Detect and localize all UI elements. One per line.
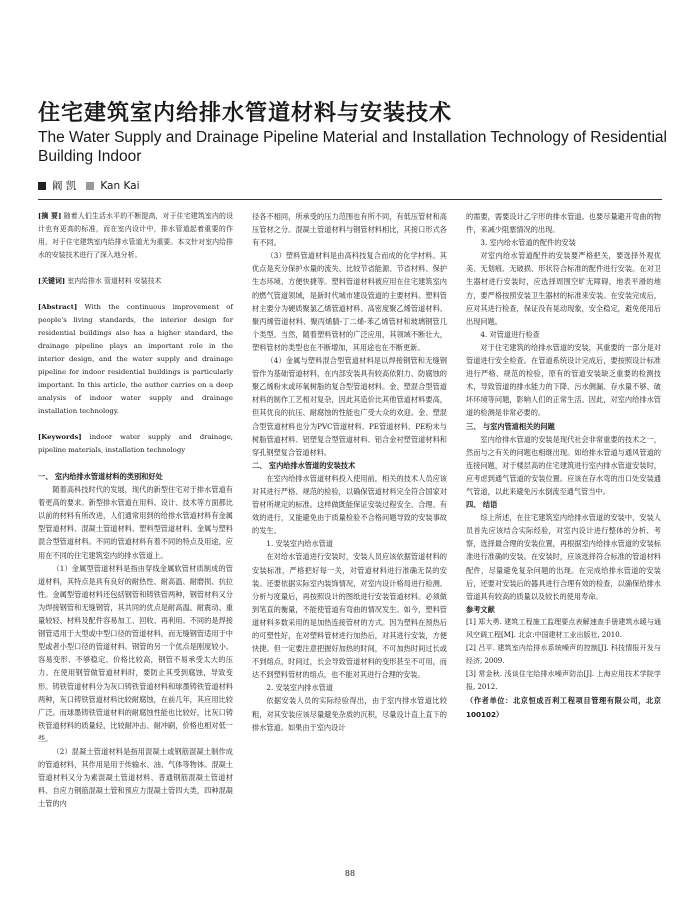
author-marker-icon [38,182,46,190]
column-3 [466,210,661,721]
references-heading: 参考文献 [466,604,495,614]
paragraph: 的需要，需要设计乙字形的排水管道。也要尽量避开弯曲的物件，来减少阻塞情况的出现。 [466,212,661,235]
paragraph: 在室内给排水管道材料投入使用前，相关的技术人员应该对其进行严格、规范的检验，以确保管道材料完全符合国家对管材所规定的标准。这样做既能保证安装过程安全、合理、有效的进行，又能避免由于质量检验不合格问题导致的安装事故的发生。 [252,473,447,536]
paragraph: 随着高科技时代的发展，现代的新型住宅对于排水管道有着更高的要求。新型排水管道在用料、设计、技术等方面都比以前的材料有所改进，人们通常用到的给排水管道材料有金属型管道材料、混凝土管道材料、塑料型管道材料、金属与塑料混合型管道材料。不同的管道材料有着不同的特点及用途，应用在不同的住宅建筑室内的排水管道上。 [38,485,233,560]
reference-item: [1] 郑大勇. 建筑工程施工监理要点表解速查手册建筑水暖与通风空调工程[M]. 北京:中国建材工业出版社, 2010. [466,617,661,639]
section-heading: 一、 室内给排水管道材料的类别和好处 [38,472,163,481]
paragraph: 在对给水管道进行安装时，安装人员应该依据管道材料的安装标准，严格把好每一关，对管道材料进行准确无误的安装。还要依据实际室内装饰情况，对室内设计格局进行检测、分析与度量后，再按照设计的图纸进行安装管道材料。必须做到笔直的衡量，不能使管道有弯曲的情况发生。如今，塑料管道材料多数采用的是加热连接管材的方式。因为塑料在预热后的可塑性好，在对塑料管材进行加热后，对其进行安装，方便快捷。但一定要注意把握好加热的时间，不可加热时间过长或不到熔点，时间过，长会导致管道材料的变形甚至不可用，而达不到塑料管材的熔点，也不能对其进行合理的安装。 [252,552,447,680]
paragraph: （1）金属型管道材料是指由穿线金属软管材质制成的管道材料，其特点是具有良好的耐热性、耐高温、耐磨损、抗拉性。金属型管道材料还包括钢管和铸铁管两种，钢管材料又分为焊接钢管和无缝钢管，其共同的优点是耐高温、耐震动、重量较轻、材料及配件容易加工、回收、再利用。不同的是焊接钢管适用于大型或中型口径的管道材料，而无缝钢管适用于中型或者小型口径的管道材料。钢管的另一个优点是刚度较小、容易变形、不够稳定、价格比较高，钢管不易承受太大的压力。在使用钢管做管道材料时，要防止其受到腐蚀，导致变形。铸铁管道材料分为灰口铸铁管道材料和球墨铸铁管道材料两种，灰口铸铁管道材料比较耐腐蚀，在前几年，其应用比较广泛。而球墨铸铁管道材料的耐腐蚀性能也比较好，比灰口铸铁管道材料的质量轻，比较耐冲击、耐冲刷，价格也相对低一些。 [38,563,233,743]
reference-item: [3] 常金秋. 浅谈住宅给排水噪声防治[J]. 上海应用技术学院学报, 2012. [466,670,661,692]
column-2 [252,210,447,734]
paragraph: 对于住宅建筑的给排水管道的安装，其重要的一部分是对管道进行安全检查。在管道系统设计完成后，要按照设计标准进行严格、规范的检验，原有的管道安装缺乏重要的检测技术，导致管道的排水能力的下降、污水侧漏、存水量不够、破坏环境等问题，影响人们的正常生活。因此，对室内给排水管道的检测是非常必要的。 [466,342,661,418]
keywords-cn-text: 室内给排水 管道材料 安装技术 [67,277,162,285]
paragraph: 依据安装人员的实际经验得出，由于室内排水管道比较粗，对其安装应该尽量避免杂质的沉积，尽量设计直上直下的排水管道。如果由于室内设计 [252,696,447,732]
subsection-heading: 2. 安装室内排水管道 [266,683,334,693]
paragraph: 综上所述，在住宅建筑室内给排水管道的安装中，安装人员首先应该结合实际经验，对室内设计进行整体的分析、考察，选择最合理的安装位置，再根据室内给排水管道的安装标准进行准确的安装。在安装时，应该选择符合标准的管道材料配件，尽量避免复杂问题的出现。在完成给排水管道的安装后，还要对安装后的器具进行合理有效的检查，以确保给排水管道具有较高的质量以及较长的使用寿命。 [466,513,661,601]
title-en: The Water Supply and Drainage Pipeline Material and Installation Technology of Residential Building Indoor [38,129,667,165]
author-affiliation: （作者单位：北京恒成百利工程项目管理有限公司，北京 100102） [466,696,661,719]
subsection-heading: 3. 室内给水管道的配件的安装 [480,238,576,248]
keywords-cn-label: [关键词] [38,277,66,285]
header-rule [38,199,662,200]
paragraph: （4）金属与塑料混合型管道材料是以焊接钢管和无缝钢管作为基础管道材料，在内部安装具有较高依附力、防腐蚀的聚乙烯粉末或环氧树脂的复合型管道材料。金、塑混合型管道材料的制作工艺相对复杂，因此其造价比其他管道材料要高，但其优良的抗压、耐腐蚀的性能也广受大众的欢迎。金、塑混合型管道材料也分为PVC管道材料、PE管道材料、PE粉末与树脂管道材料、铝塑复合型管道材料、铝合金衬塑管道材料和穿孔钢塑复合管道材料。 [252,356,447,457]
page-number: 88 [344,869,356,878]
keywords-en [38,431,233,457]
section-heading: 四、 结语 [466,500,498,510]
author-cn: 阚 凯 [52,180,77,192]
title-cn: 住宅建筑室内给排水管道材料与安装技术 [38,101,453,126]
paragraph: （3）塑料管道材料是由高科技复合而成的化学材料。其优点是充分保护水量的流失、比较节省能源、节省材料、保护生态环境、方便快捷等。塑料管道材料被应用在住宅建筑室内的燃气管道领域，是新时代城市建设管道的主要材料。塑料管材主要分为硬质聚氯乙烯管道材料、高密度聚乙烯管道材料、聚丙烯管道材料、聚丙烯腈-丁二烯-苯乙烯管材和玻璃钢管几个类型。当然，随着塑料管材的广泛应用，其领域不断壮大，塑料管材的类型也在不断增加，其用途也在不断更新。 [252,251,447,352]
abstract-en [38,301,233,418]
author-en: Kan Kai [100,180,140,192]
abstract-cn-text: 随着人们生活水平的不断提高，对于住宅建筑室内的设计也有更高的标准，而在室内设计中，排水管道起着重要的作用，对于住宅建筑室内给排水管道尤为重要。本文针对室内给排水的安装技术进行了深入地分析。 [38,212,233,259]
abstract-en-label: [Abstract] [38,303,78,311]
abstract-cn [38,210,233,262]
subsection-heading: 4. 对管道进行检查 [480,329,540,339]
keywords-en-text: indoor water supply and drainage, pipeline materials, installation technology [38,433,233,454]
column-1 [38,210,233,810]
paragraph: 室内给排水管道的安装是现代社会非常重要的技术之一，然而与之有关的问题也相继出现。如给排水管道与通风管道的连接问题，对于楼层高的住宅建筑进行室内排水管道安装时，应考虑到通气管道的安装位置。应该在存水弯的出口处安装通气管道，以此来避免污水倒流至通气管当中。 [466,434,661,496]
author-marker-icon [86,182,94,190]
section-heading: 三、 与室内管道相关的问题 [466,421,555,431]
keywords-en-label: [Keywords] [38,433,82,441]
paragraph: 对室内给水管道配件的安装要严格把关，要选择外观优美、无划痕、无破损、形状符合标准的配件进行安装。在对卫生器材进行安装时，应选择周围空旷无障碍，地表平滑的地方，要严格按照安装卫生器材的标准来安装。在安装完成后，应对其进行检查，保证没有晃动现象，安全稳定，避免使用后出现问题。 [466,251,661,326]
paragraph: 径各不相同，所承受的压力范围也有所不同，有低压管材和高压管材之分。混凝土管道材料与钢管材料相比，其接口形式各有不同。 [252,212,447,248]
reference-item: [2] 吕平. 建筑室内给排水系统噪声的控制[J]. 科技情报开发与经济, 2009. [466,644,661,666]
section-heading: 二、 室内给排水管道的安装技术 [252,460,356,470]
abstract-cn-label: [摘 要] [38,212,62,220]
paragraph: （2）混凝土管道材料是指用混凝土或钢筋混凝土制作成的管道材料，其作用是用于传输水、油、气体等物体。混凝土管道材料又分为素混凝土管道材料、普通钢筋混凝土管道材料、自应力钢筋混凝土管和预应力混凝土管四大类，四种混凝土管的内 [38,746,233,809]
subsection-heading: 1. 安装室内给水管道 [266,539,334,549]
authors [38,178,140,193]
keywords-cn [38,275,233,288]
abstract-en-text: With the continuous improvement of people's living standards, the interior design for residential buildings also has a higher standard, the drainage pipeline plays an important role in the interior design, and the water supply and drainage pipeline for indoor residential buildings is particularly important. In this article, the author carries on a deep analysis of indoor water supply and drainage installation technology. [38,303,233,415]
